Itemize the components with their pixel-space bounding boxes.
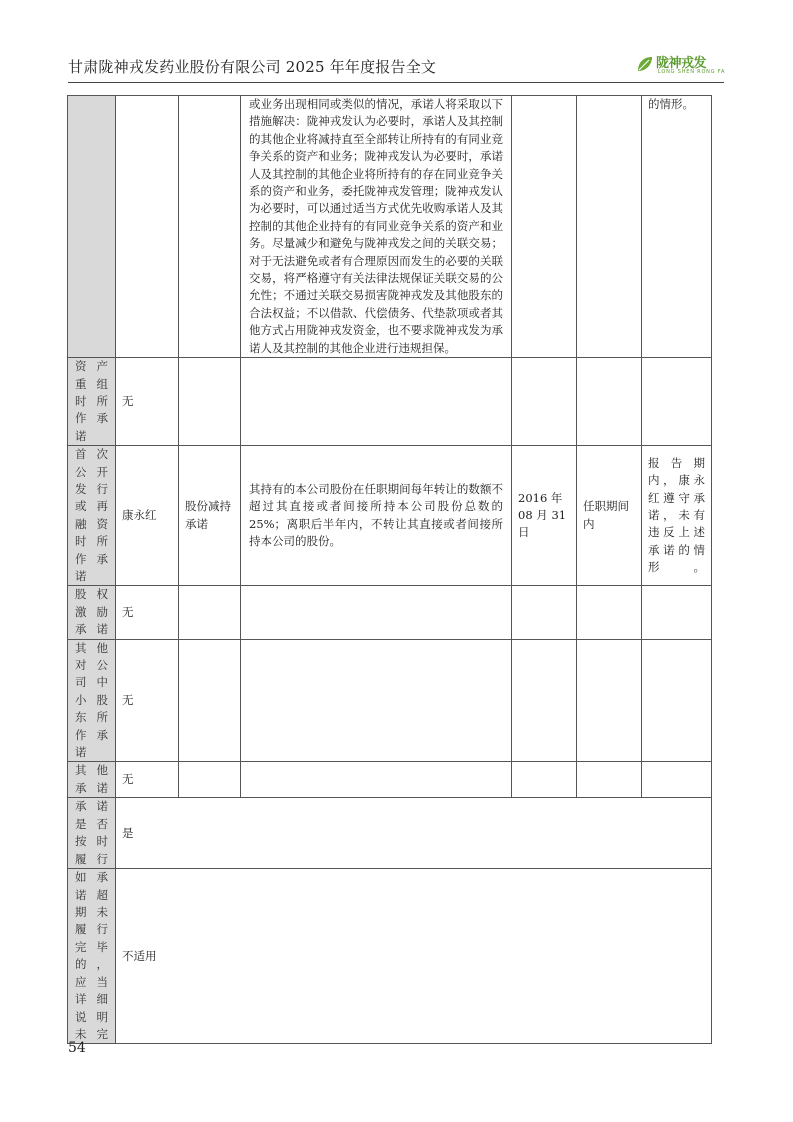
category-cell bbox=[68, 446, 116, 586]
term-cell bbox=[577, 96, 642, 358]
category-label: 首次公开发行或再融资时所作承诺 bbox=[75, 447, 108, 583]
date-cell bbox=[512, 96, 577, 358]
merged-value-cell bbox=[116, 798, 712, 869]
term-cell bbox=[577, 358, 642, 446]
term-cell bbox=[577, 586, 642, 639]
term-cell bbox=[577, 639, 642, 762]
commitment-content: 或业务出现相同或类似的情况，承诺人将采取以下措施解决：陇神戎发认为必要时，承诺人及其控制的其他企业将减持直至全部转让所持有的有同业竞争关系的资产和业务；陇神戎发认为必要时，承诺人及其控制的其他企业将所持有的存在同业竞争关系的资产和业务，委托陇神戎发管理；陇神戎发认为必要时，可以通过适当方式优先收购承诺人及其控制的其他企业持有的有同业竞争关系的资产和业务。尽量减少和避免与陇神戎发之间的关联交易；对于无法避免或者有合理原因而发生的必要的关联交易，将严格遵守有关法律法规保证关联交易的公允性；不通过关联交易损害陇神戎发及其他股东的合法权益；不以借款、代偿债务、代垫款项或者其他方式占用陇神戎发资金，也不要求陇神戎发为承诺人及其控制的其他企业进行违规担保。 bbox=[249, 97, 503, 355]
content-cell bbox=[241, 586, 512, 639]
category-cell bbox=[68, 869, 116, 1044]
value-text: 是 bbox=[122, 825, 134, 840]
category-label: 如承诺超期未履行完毕的，应当详细说明未完 bbox=[75, 870, 108, 1041]
status-cell bbox=[642, 586, 712, 639]
commitments-table bbox=[67, 95, 712, 1044]
type-cell bbox=[179, 639, 241, 762]
term-cell bbox=[577, 446, 642, 586]
content-cell bbox=[241, 639, 512, 762]
category-cell bbox=[68, 358, 116, 446]
status-cell bbox=[642, 96, 712, 358]
table-row-other bbox=[68, 762, 712, 798]
header-divider bbox=[68, 82, 724, 83]
value-text: 无 bbox=[122, 604, 134, 619]
commitment-date: 2016 年 08 月 31 日 bbox=[518, 490, 567, 540]
category-label: 承诺是否按时履行 bbox=[75, 799, 108, 866]
commitment-type: 股份减持承诺 bbox=[185, 499, 231, 531]
table-row-unfulfilled-explanation bbox=[68, 869, 712, 1044]
person-cell bbox=[116, 586, 179, 639]
category-cell bbox=[68, 96, 116, 358]
content-cell bbox=[241, 358, 512, 446]
promisor-name: 康永红 bbox=[122, 508, 157, 523]
content-cell bbox=[241, 762, 512, 798]
category-label: 其他承诺 bbox=[75, 763, 108, 795]
page-header bbox=[68, 52, 724, 78]
type-cell bbox=[179, 586, 241, 639]
type-cell bbox=[179, 762, 241, 798]
page-number: 54 bbox=[68, 1040, 86, 1056]
table-row-ipo bbox=[68, 446, 712, 586]
date-cell bbox=[512, 446, 577, 586]
table-row-equity-incentive bbox=[68, 586, 712, 639]
person-cell bbox=[116, 762, 179, 798]
date-cell bbox=[512, 762, 577, 798]
category-cell bbox=[68, 586, 116, 639]
type-cell bbox=[179, 358, 241, 446]
status-cell bbox=[642, 639, 712, 762]
company-logo bbox=[636, 52, 724, 78]
table-row-continuation bbox=[68, 96, 712, 358]
person-cell bbox=[116, 96, 179, 358]
fulfillment-status: 的情形。 bbox=[648, 97, 694, 111]
leaf-logo-icon bbox=[636, 55, 654, 73]
category-label: 资产重组时所作承诺 bbox=[75, 359, 108, 443]
logo-text: 陇神戎发 bbox=[656, 56, 707, 71]
value-text: 无 bbox=[122, 772, 134, 787]
type-cell bbox=[179, 96, 241, 358]
commitment-term: 任职期间内 bbox=[583, 499, 629, 531]
term-cell bbox=[577, 762, 642, 798]
value-text: 无 bbox=[122, 692, 134, 707]
date-cell bbox=[512, 358, 577, 446]
date-cell bbox=[512, 639, 577, 762]
category-label: 股权激励承诺 bbox=[75, 587, 108, 637]
date-cell bbox=[512, 586, 577, 639]
fulfillment-status: 报告期内，康永红遵守承诺，未有违反上述承诺的情形。 bbox=[648, 455, 705, 575]
status-cell bbox=[642, 446, 712, 586]
person-cell bbox=[116, 639, 179, 762]
table-row-restructuring bbox=[68, 358, 712, 446]
category-cell bbox=[68, 639, 116, 762]
category-cell bbox=[68, 798, 116, 869]
logo-subtext: LONG SHEN RONG FA bbox=[658, 69, 726, 75]
type-cell bbox=[179, 446, 241, 586]
document-title: 甘肃陇神戎发药业股份有限公司 2025 年年度报告全文 bbox=[68, 58, 437, 76]
category-label: 其他对公司中小股东所作承诺 bbox=[75, 640, 108, 760]
commitment-content: 其持有的本公司股份在任职期间每年转让的数额不超过其直接或者间接所持本公司股份总数的25%；离职后半年内，不转让其直接或者间接所持本公司的股份。 bbox=[249, 481, 503, 549]
value-text: 无 bbox=[122, 393, 134, 408]
status-cell bbox=[642, 358, 712, 446]
value-text: 不适用 bbox=[122, 948, 157, 963]
status-cell bbox=[642, 762, 712, 798]
category-cell bbox=[68, 762, 116, 798]
table-row-fulfilled-on-time bbox=[68, 798, 712, 869]
table-row-minority-shareholders bbox=[68, 639, 712, 762]
person-cell bbox=[116, 446, 179, 586]
person-cell bbox=[116, 358, 179, 446]
merged-value-cell bbox=[116, 869, 712, 1044]
content-cell bbox=[241, 446, 512, 586]
content-cell bbox=[241, 96, 512, 358]
